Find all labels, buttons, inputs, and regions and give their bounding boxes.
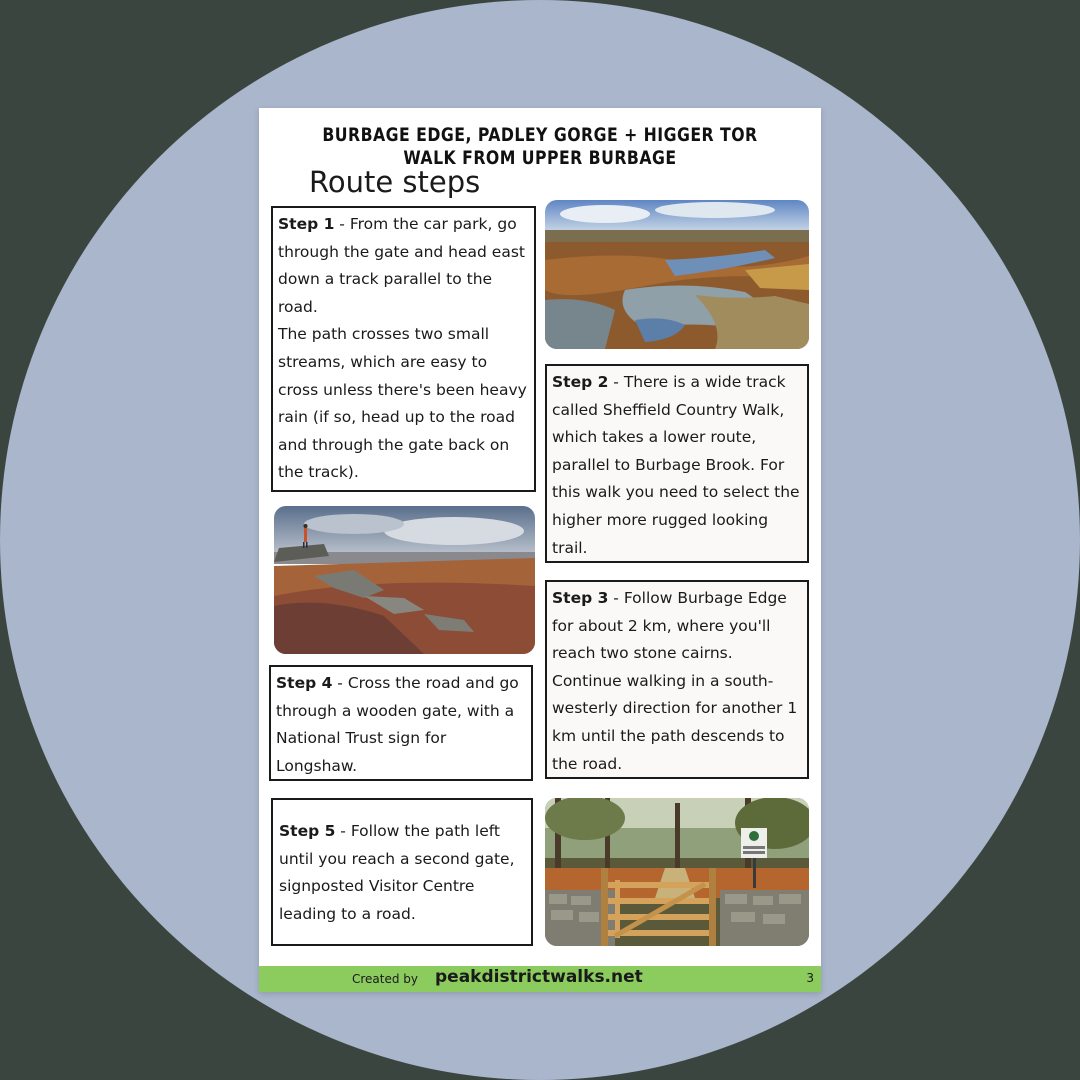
step-5-box [271,798,533,946]
step-2-box [545,364,809,563]
step-1-text-continued: The path crosses two small streams, which are easy to cross unless there's been heavy rain (if so, head up to the road and through the gate back on the track). [278,325,527,482]
step-4-label: Step 4 [276,674,333,692]
step-4-text: - Cross the road and go through a wooden gate, with a National Trust sign for Longshaw. [276,674,519,775]
step-1-text: - From the car park, go through the gate and head east down a track parallel to the road. [278,215,525,316]
photo-moorland-stream [545,200,809,349]
step-4-box [269,665,533,781]
step-3-box [545,580,809,779]
step-1-label: Step 1 [278,215,335,233]
footer-created-by: Created by [352,972,419,986]
step-1-box [271,206,536,492]
step-2-label: Step 2 [552,373,609,391]
step-3-label: Step 3 [552,589,609,607]
footer-bar [259,966,821,992]
document-title: BURBAGE EDGE, PADLEY GORGE + HIGGER TOR WALK FROM UPPER BURBAGE [322,124,758,169]
footer-page-number: 3 [806,971,814,985]
photo-hiker-on-rocks [274,506,535,654]
footer-site-link[interactable]: peakdistrictwalks.net [435,967,643,987]
step-2-text: - There is a wide track called Sheffield Country Walk, which takes a lower route, parallel to Burbage Brook. For this walk you need to select the higher more rugged looking trail. [552,373,800,557]
photo-wooden-gate [545,798,809,946]
step-3-text: - Follow Burbage Edge for about 2 km, where you'll reach two stone cairns. Continue walking in a south-westerly direction for another 1 km until the path descends to the road. [552,589,798,773]
step-5-text: - Follow the path left until you reach a second gate, signposted Visitor Centre leading to a road. [279,822,515,923]
document-page [259,108,821,992]
step-5-label: Step 5 [279,822,336,840]
section-title: Route steps [309,165,481,199]
